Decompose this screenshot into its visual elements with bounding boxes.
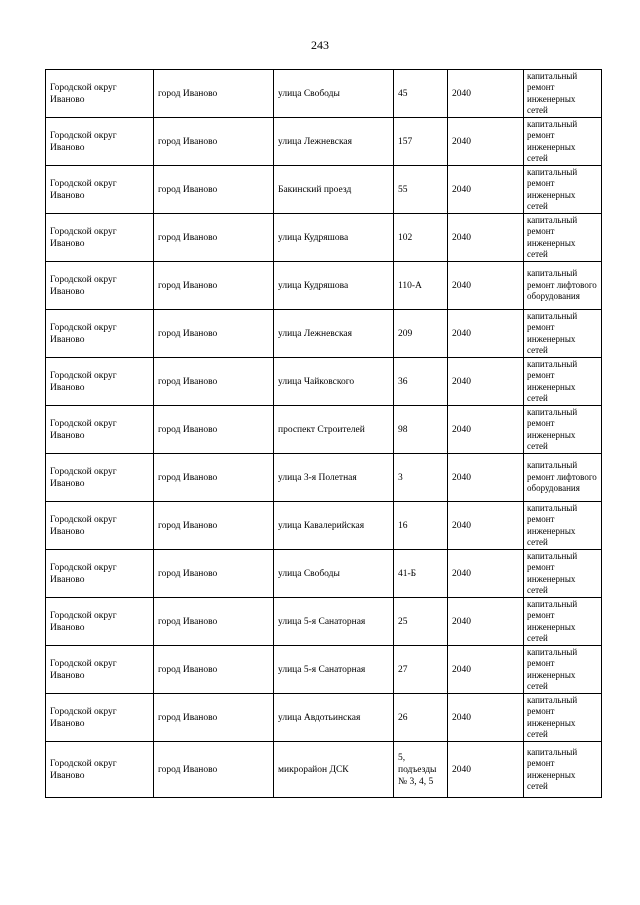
street-cell: проспект Строителей <box>274 406 394 454</box>
work-type-cell: капитальный ремонт инженерных сетей <box>524 214 602 262</box>
house-cell: 98 <box>394 406 448 454</box>
district-cell: Городской округ Иваново <box>46 310 154 358</box>
work-type-cell: капитальный ремонт инженерных сетей <box>524 70 602 118</box>
year-cell: 2040 <box>448 406 524 454</box>
city-cell: город Иваново <box>154 70 274 118</box>
district-cell: Городской округ Иваново <box>46 166 154 214</box>
work-type-cell: капитальный ремонт инженерных сетей <box>524 694 602 742</box>
work-type-cell: капитальный ремонт лифтового оборудования <box>524 262 602 310</box>
table-row <box>46 166 602 214</box>
house-cell: 41-Б <box>394 550 448 598</box>
district-cell: Городской округ Иваново <box>46 262 154 310</box>
city-cell: город Иваново <box>154 166 274 214</box>
street-cell: улица Кудряшова <box>274 214 394 262</box>
work-type-cell: капитальный ремонт инженерных сетей <box>524 118 602 166</box>
table-row <box>46 310 602 358</box>
street-cell: улица Свободы <box>274 70 394 118</box>
house-cell: 3 <box>394 454 448 502</box>
district-cell: Городской округ Иваново <box>46 358 154 406</box>
table-row <box>46 262 602 310</box>
street-cell: улица Лежневская <box>274 118 394 166</box>
house-cell: 157 <box>394 118 448 166</box>
street-cell: улица Лежневская <box>274 310 394 358</box>
table-row <box>46 70 602 118</box>
street-cell: улица 5-я Санаторная <box>274 598 394 646</box>
district-cell: Городской округ Иваново <box>46 214 154 262</box>
house-cell: 5, подъезды № 3, 4, 5 <box>394 742 448 798</box>
city-cell: город Иваново <box>154 358 274 406</box>
table-row <box>46 358 602 406</box>
district-cell: Городской округ Иваново <box>46 118 154 166</box>
work-type-cell: капитальный ремонт инженерных сетей <box>524 358 602 406</box>
street-cell: улица 5-я Санаторная <box>274 646 394 694</box>
house-cell: 110-А <box>394 262 448 310</box>
work-type-cell: капитальный ремонт инженерных сетей <box>524 166 602 214</box>
table-row <box>46 742 602 798</box>
house-cell: 16 <box>394 502 448 550</box>
work-type-cell: капитальный ремонт инженерных сетей <box>524 406 602 454</box>
city-cell: город Иваново <box>154 742 274 798</box>
street-cell: улица Свободы <box>274 550 394 598</box>
district-cell: Городской округ Иваново <box>46 694 154 742</box>
year-cell: 2040 <box>448 550 524 598</box>
house-cell: 26 <box>394 694 448 742</box>
year-cell: 2040 <box>448 262 524 310</box>
house-cell: 27 <box>394 646 448 694</box>
table-row <box>46 550 602 598</box>
district-cell: Городской округ Иваново <box>46 646 154 694</box>
table-row <box>46 406 602 454</box>
year-cell: 2040 <box>448 358 524 406</box>
city-cell: город Иваново <box>154 214 274 262</box>
year-cell: 2040 <box>448 502 524 550</box>
city-cell: город Иваново <box>154 262 274 310</box>
table-row <box>46 502 602 550</box>
street-cell: улица Кавалерийская <box>274 502 394 550</box>
year-cell: 2040 <box>448 310 524 358</box>
year-cell: 2040 <box>448 742 524 798</box>
work-type-cell: капитальный ремонт инженерных сетей <box>524 550 602 598</box>
district-cell: Городской округ Иваново <box>46 550 154 598</box>
table-row <box>46 646 602 694</box>
year-cell: 2040 <box>448 166 524 214</box>
city-cell: город Иваново <box>154 646 274 694</box>
table-row <box>46 454 602 502</box>
city-cell: город Иваново <box>154 406 274 454</box>
house-cell: 102 <box>394 214 448 262</box>
work-type-cell: капитальный ремонт лифтового оборудования <box>524 454 602 502</box>
work-type-cell: капитальный ремонт инженерных сетей <box>524 646 602 694</box>
house-cell: 45 <box>394 70 448 118</box>
city-cell: город Иваново <box>154 118 274 166</box>
street-cell: улица Кудряшова <box>274 262 394 310</box>
house-cell: 209 <box>394 310 448 358</box>
page-number: 243 <box>311 38 329 52</box>
city-cell: город Иваново <box>154 310 274 358</box>
district-cell: Городской округ Иваново <box>46 406 154 454</box>
year-cell: 2040 <box>448 646 524 694</box>
city-cell: город Иваново <box>154 694 274 742</box>
table-row <box>46 598 602 646</box>
city-cell: город Иваново <box>154 454 274 502</box>
table-row <box>46 118 602 166</box>
street-cell: улица Авдотьинская <box>274 694 394 742</box>
city-cell: город Иваново <box>154 598 274 646</box>
street-cell: Бакинский проезд <box>274 166 394 214</box>
year-cell: 2040 <box>448 454 524 502</box>
table-row <box>46 214 602 262</box>
house-cell: 36 <box>394 358 448 406</box>
work-type-cell: капитальный ремонт инженерных сетей <box>524 502 602 550</box>
work-type-cell: капитальный ремонт инженерных сетей <box>524 310 602 358</box>
year-cell: 2040 <box>448 694 524 742</box>
street-cell: улица 3-я Полетная <box>274 454 394 502</box>
district-cell: Городской округ Иваново <box>46 454 154 502</box>
year-cell: 2040 <box>448 118 524 166</box>
year-cell: 2040 <box>448 598 524 646</box>
house-cell: 25 <box>394 598 448 646</box>
city-cell: город Иваново <box>154 550 274 598</box>
year-cell: 2040 <box>448 70 524 118</box>
registry-table <box>45 69 602 798</box>
house-cell: 55 <box>394 166 448 214</box>
district-cell: Городской округ Иваново <box>46 502 154 550</box>
district-cell: Городской округ Иваново <box>46 598 154 646</box>
district-cell: Городской округ Иваново <box>46 70 154 118</box>
table-row <box>46 694 602 742</box>
district-cell: Городской округ Иваново <box>46 742 154 798</box>
work-type-cell: капитальный ремонт инженерных сетей <box>524 742 602 798</box>
city-cell: город Иваново <box>154 502 274 550</box>
year-cell: 2040 <box>448 214 524 262</box>
work-type-cell: капитальный ремонт инженерных сетей <box>524 598 602 646</box>
street-cell: микрорайон ДСК <box>274 742 394 798</box>
street-cell: улица Чайковского <box>274 358 394 406</box>
